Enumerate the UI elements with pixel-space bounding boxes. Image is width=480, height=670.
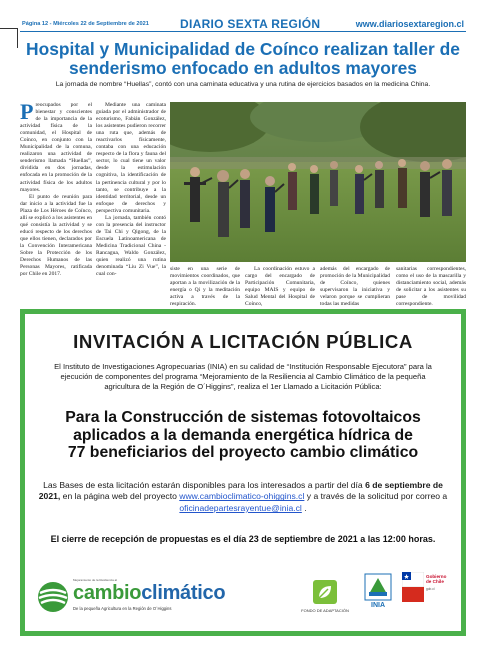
paragraph: Mediante una caminata guiada por el administrador de ecoturismo, Fabián González, los asistentes pudieron recorrer una ruta que, además de reactivarlos físicamente, contaba con una educación respecto de la flora y fauna del sector, lo cual tiene un valor desde la estimulación cognitiva, la identificación de la pertinencia cultural y por lo tanto, se contribuye a la identidad territorial, desde un enfoque de derechos y perspectiva comunitaria. <box>96 102 166 214</box>
text-fragment: y a través de la solicitud por correo a <box>304 491 448 502</box>
ad-bases-text <box>33 480 453 514</box>
cambio-climatico-logo <box>37 578 257 615</box>
logo-tagline: De la pequeña Agricultura en la Región de O´Higgins <box>73 606 172 611</box>
ad-main-heading <box>31 409 455 462</box>
ad-main-line: 77 beneficiarios del proyecto cambio climático <box>67 444 419 462</box>
text-fragment: Las Bases de esta licitación estarán disponibles para los interesados a partir del día <box>43 480 366 490</box>
article-column-5 <box>320 266 390 308</box>
page-header <box>0 0 480 36</box>
article-column-2 <box>96 102 166 278</box>
paragraph: La coordinación estuvo a cargo del encargado de Participación Comunitaria, equipo MAIS y equipo de Salud Mental del Hospital de Coínco, <box>245 266 315 308</box>
paragraph: siste en una serie de movimientos coordinados, que aportan a la movilización de la energía o Qi y la meditación activa a través de la respiración. <box>170 266 240 308</box>
article-column-1 <box>20 99 92 278</box>
gob-line: de Chile <box>426 579 444 585</box>
paragraph: reocupados por el bienestar y conscientes de la importancia de la actividad física de la comunidad, el Hospital de Coínco, en conjunto con la Municipalidad de la comuna, realizaron una actividad de senderismo llamada “Huellas”, dividida en dos jornadas, enfocada en la promoción de la actividad física de los adultos mayores. <box>20 102 92 193</box>
article-photo <box>170 102 466 262</box>
article-column-4 <box>245 266 315 308</box>
logo-wordmark <box>73 582 225 605</box>
inia-emblem-icon <box>363 572 393 602</box>
text-fragment: en la página web del proyecto <box>60 491 180 502</box>
gobierno-de-chile-logo <box>402 572 450 616</box>
inia-logo <box>363 572 393 618</box>
fondo-adaptacion-logo <box>295 576 355 618</box>
fondo-label: FONDO DE ADAPTACIÓN <box>301 608 349 613</box>
inia-label: INIA <box>371 602 385 609</box>
logo-word-a: cambio <box>73 582 142 604</box>
leaf-icon <box>313 580 337 604</box>
gob-line: Gobierno <box>426 574 447 579</box>
gob-small-text: gob.cl <box>426 587 435 591</box>
ad-deadline: El cierre de recepción de propuestas es el día 23 de septiembre de 2021 a las 12:00 horas. <box>50 534 436 544</box>
newspaper-website[interactable]: www.diariosextaregion.cl <box>355 19 464 29</box>
text-fragment: . <box>301 502 307 513</box>
tender-advertisement <box>20 309 466 636</box>
paragraph: El punto de reunión para dar inicio a la actividad fue la Plaza de Los Héroes de Coínco, allí se explicó a los asistentes en qué consistía la actividad y se educó respecto de los derechos que ellos tienen, declarados por la Convención Interamericana Sobre la Protección de los Derechos Humanos de las Personas Mayores, ratificada por Chile en 2017. <box>20 193 92 278</box>
globe-icon <box>37 581 69 613</box>
header-rule <box>20 31 466 32</box>
crop-mark <box>0 28 18 29</box>
page-info: Página 12 - Miércoles 22 de Septiembre de 2021 <box>22 21 149 27</box>
bases-date: 6 de septiembre de 2021, <box>38 480 443 502</box>
project-website-link[interactable]: www.cambioclimatico-ohiggins.cl <box>179 491 305 502</box>
ad-main-line: aplicados a la demanda energética hídrica de <box>73 426 413 444</box>
article-subhead: La jornada de nombre “Huellas”, contó con una caminata educativa y una rutina de ejercicios basados en la medicina China. <box>55 81 431 88</box>
logo-top-text: Mejoramiento de la Resiliencia al <box>73 578 118 582</box>
drop-cap: P <box>20 99 34 124</box>
article-column-3 <box>170 266 240 308</box>
newspaper-name: DIARIO SEXTA REGIÓN <box>180 17 321 31</box>
paragraph: La jornada, también contó con la presencia del instructor de Tai Chi y Qigong, de la Escuela Latinoamericana de Medicina Tradicional China - Rancagua, Waldo González, quien realizó una rutina denominada “Liu Zi Vue”, la cual con- <box>96 214 166 278</box>
article-headline: Hospital y Municipalidad de Coínco realizan taller de senderismo enfocado en adultos mayores <box>26 39 460 78</box>
group-exercise-photo <box>170 102 466 262</box>
paragraph: sanitarias correspondientes, como el uso de la mascarilla y distanciamiento social, además de solicitar a los asistentes su pase de movilidad correspondiente. <box>396 266 466 308</box>
ad-main-line: Para la Construcción de sistemas fotovoltaicos <box>65 409 421 426</box>
gob-text <box>426 574 446 585</box>
crop-mark <box>17 28 18 48</box>
contact-email-link[interactable]: oficinadepartesrayentue@inia.cl <box>179 502 302 513</box>
ad-title: INVITACIÓN A LICITACIÓN PÚBLICA <box>73 331 413 352</box>
logo-word-b: climático <box>141 582 226 604</box>
paragraph: además del encargado de promoción de la Municipalidad de Coínco, quienes supervisaron la iniciativa y velaron porque se cumplieran todas las medidas <box>320 266 390 308</box>
ad-intro: El Instituto de Investigaciones Agropecuarias (INIA) en su calidad de “Institución Responsable Ejecutora” para la ejecución de componentes del programa “Mejoramiento de la Resiliencia al Cambio Climático de la pequeña agricultura de la Región de O´Higgins”, realiza el 1er Llamado a Licitación Pública: <box>54 362 432 392</box>
chile-flag-icon <box>402 572 424 602</box>
article-column-6 <box>396 266 466 308</box>
